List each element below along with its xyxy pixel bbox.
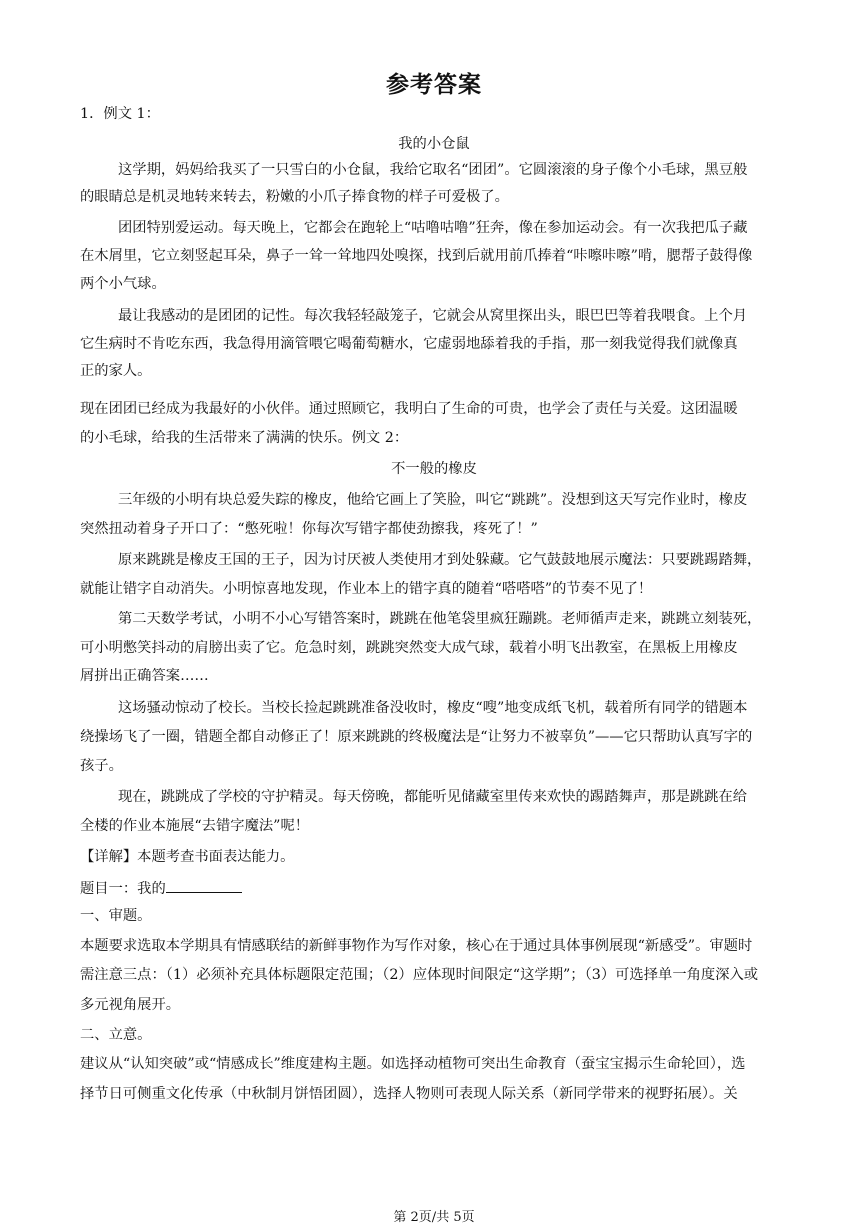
essay1-p4-line2: 的小毛球，给我的生活带来了满满的快乐。例文 2： [80,430,409,446]
section1-line1: 本题要求选取本学期具有情感联结的新鲜事物作为写作对象，核心在于通过具体事例展现“新感受”。审题时 [80,938,753,954]
essay1-p3-line1: 最让我感动的是团团的记性。每次我轻轻敲笼子，它就会从窝里探出头，眼巴巴等着我喂食。上个月 [118,308,748,324]
section2-heading: 二、立意。 [80,1027,152,1043]
essay1-p3-line2: 它生病时不肯吃东西，我急得用滴管喂它喝葡萄糖水，它虚弱地舔着我的手指，那一刻我觉得我们就像真 [80,336,738,352]
topic1-label: 题目一：我的 [80,881,166,897]
essay2-p2-line2: 就能让错字自动消失。小明惊喜地发现，作业本上的错字真的随着“嗒嗒嗒”的节奏不见了！ [80,581,653,597]
essay1-p1-line2: 的眼睛总是机灵地转来转去，粉嫩的小爪子捧食物的样子可爱极了。 [80,189,509,205]
analysis-detail: 【详解】本题考查书面表达能力。 [80,849,295,865]
section1-heading: 一、审题。 [80,908,152,924]
section2-line2: 择节日可侧重文化传承（中秋制月饼悟团圆），选择人物则可表现人际关系（新同学带来的视野拓展）。关 [80,1086,738,1102]
question-label: 1．例文 1： [80,106,160,122]
essay2-p4-line1: 这场骚动惊动了校长。当校长捡起跳跳准备没收时，橡皮“嗖”地变成纸飞机，载着所有同学的错题本 [118,700,748,716]
essay2-p2-line1: 原来跳跳是橡皮王国的王子，因为讨厌被人类使用才到处躲藏。它气鼓鼓地展示魔法：只要跳踢踏舞， [118,552,762,568]
fill-blank [166,877,242,893]
essay2-p4-line2: 绕操场飞了一圈，错题全都自动修正了！原来跳跳的终极魔法是“让努力不被辜负”——它只帮助认真写字的 [80,729,753,745]
essay1-p2-line2: 在木屑里，它立刻竖起耳朵，鼻子一耸一耸地四处嗅探，找到后就用前爪捧着“咔嚓咔嚓”啃，腮帮子鼓得像 [80,248,753,264]
essay2-p5-line2: 全楼的作业本施展“去错字魔法”呢！ [80,818,310,834]
page-footer: 第 2页/共 5页 [393,1210,475,1225]
essay1-p2-line3: 两个小气球。 [80,276,166,292]
page-title: 参考答案 [386,71,482,98]
essay1-p4-line1: 现在团团已经成为我最好的小伙伴。通过照顾它，我明白了生命的可贵，也学会了责任与关爱。这团温暖 [80,401,738,417]
essay2-p1-line2: 突然扭动着身子开口了：“憋死啦！你每次写错字都使劲擦我，疼死了！” [80,521,538,537]
essay1-title: 我的小仓鼠 [398,136,470,152]
section2-line1: 建议从“认知突破”或“情感成长”维度建构主题。如选择动植物可突出生命教育（蚕宝宝揭示生命轮回），选 [80,1056,746,1072]
essay1-p3-line3: 正的家人。 [80,363,152,379]
essay2-p3-line1: 第二天数学考试，小明不小心写错答案时，跳跳在他笔袋里疯狂蹦跳。老师循声走来，跳跳立刻装死， [118,611,762,627]
essay2-p3-line2: 可小明憋笑抖动的肩膀出卖了它。危急时刻，跳跳突然变大成气球，载着小明飞出教室，在黑板上用橡皮 [80,640,738,656]
essay2-p1-line1: 三年级的小明有块总爱失踪的橡皮，他给它画上了笑脸，叫它“跳跳”。没想到这天写完作业时，橡皮 [118,492,748,508]
section1-line2: 需注意三点：（1）必须补充具体标题限定范围；（2）应体现时间限定“这学期”；（3）可选择单一角度深入或 [80,967,759,983]
essay1-p1-line1: 这学期，妈妈给我买了一只雪白的小仓鼠，我给它取名“团团”。它圆滚滚的身子像个小毛球，黑豆般 [118,162,748,178]
essay1-p2-line1: 团团特别爱运动。每天晚上，它都会在跑轮上“咕噜咕噜”狂奔，像在参加运动会。有一次我把瓜子藏 [118,220,748,236]
essay2-p4-line3: 孩子。 [80,758,123,774]
section1-line3: 多元视角展开。 [80,997,181,1013]
essay2-p5-line1: 现在，跳跳成了学校的守护精灵。每天傍晚，都能听见储藏室里传来欢快的踢踏舞声，那是跳跳在给 [118,789,748,805]
essay2-title: 不一般的橡皮 [391,461,477,477]
essay2-p3-line3: 屑拼出正确答案…… [80,668,209,684]
topic1-line [80,877,242,899]
